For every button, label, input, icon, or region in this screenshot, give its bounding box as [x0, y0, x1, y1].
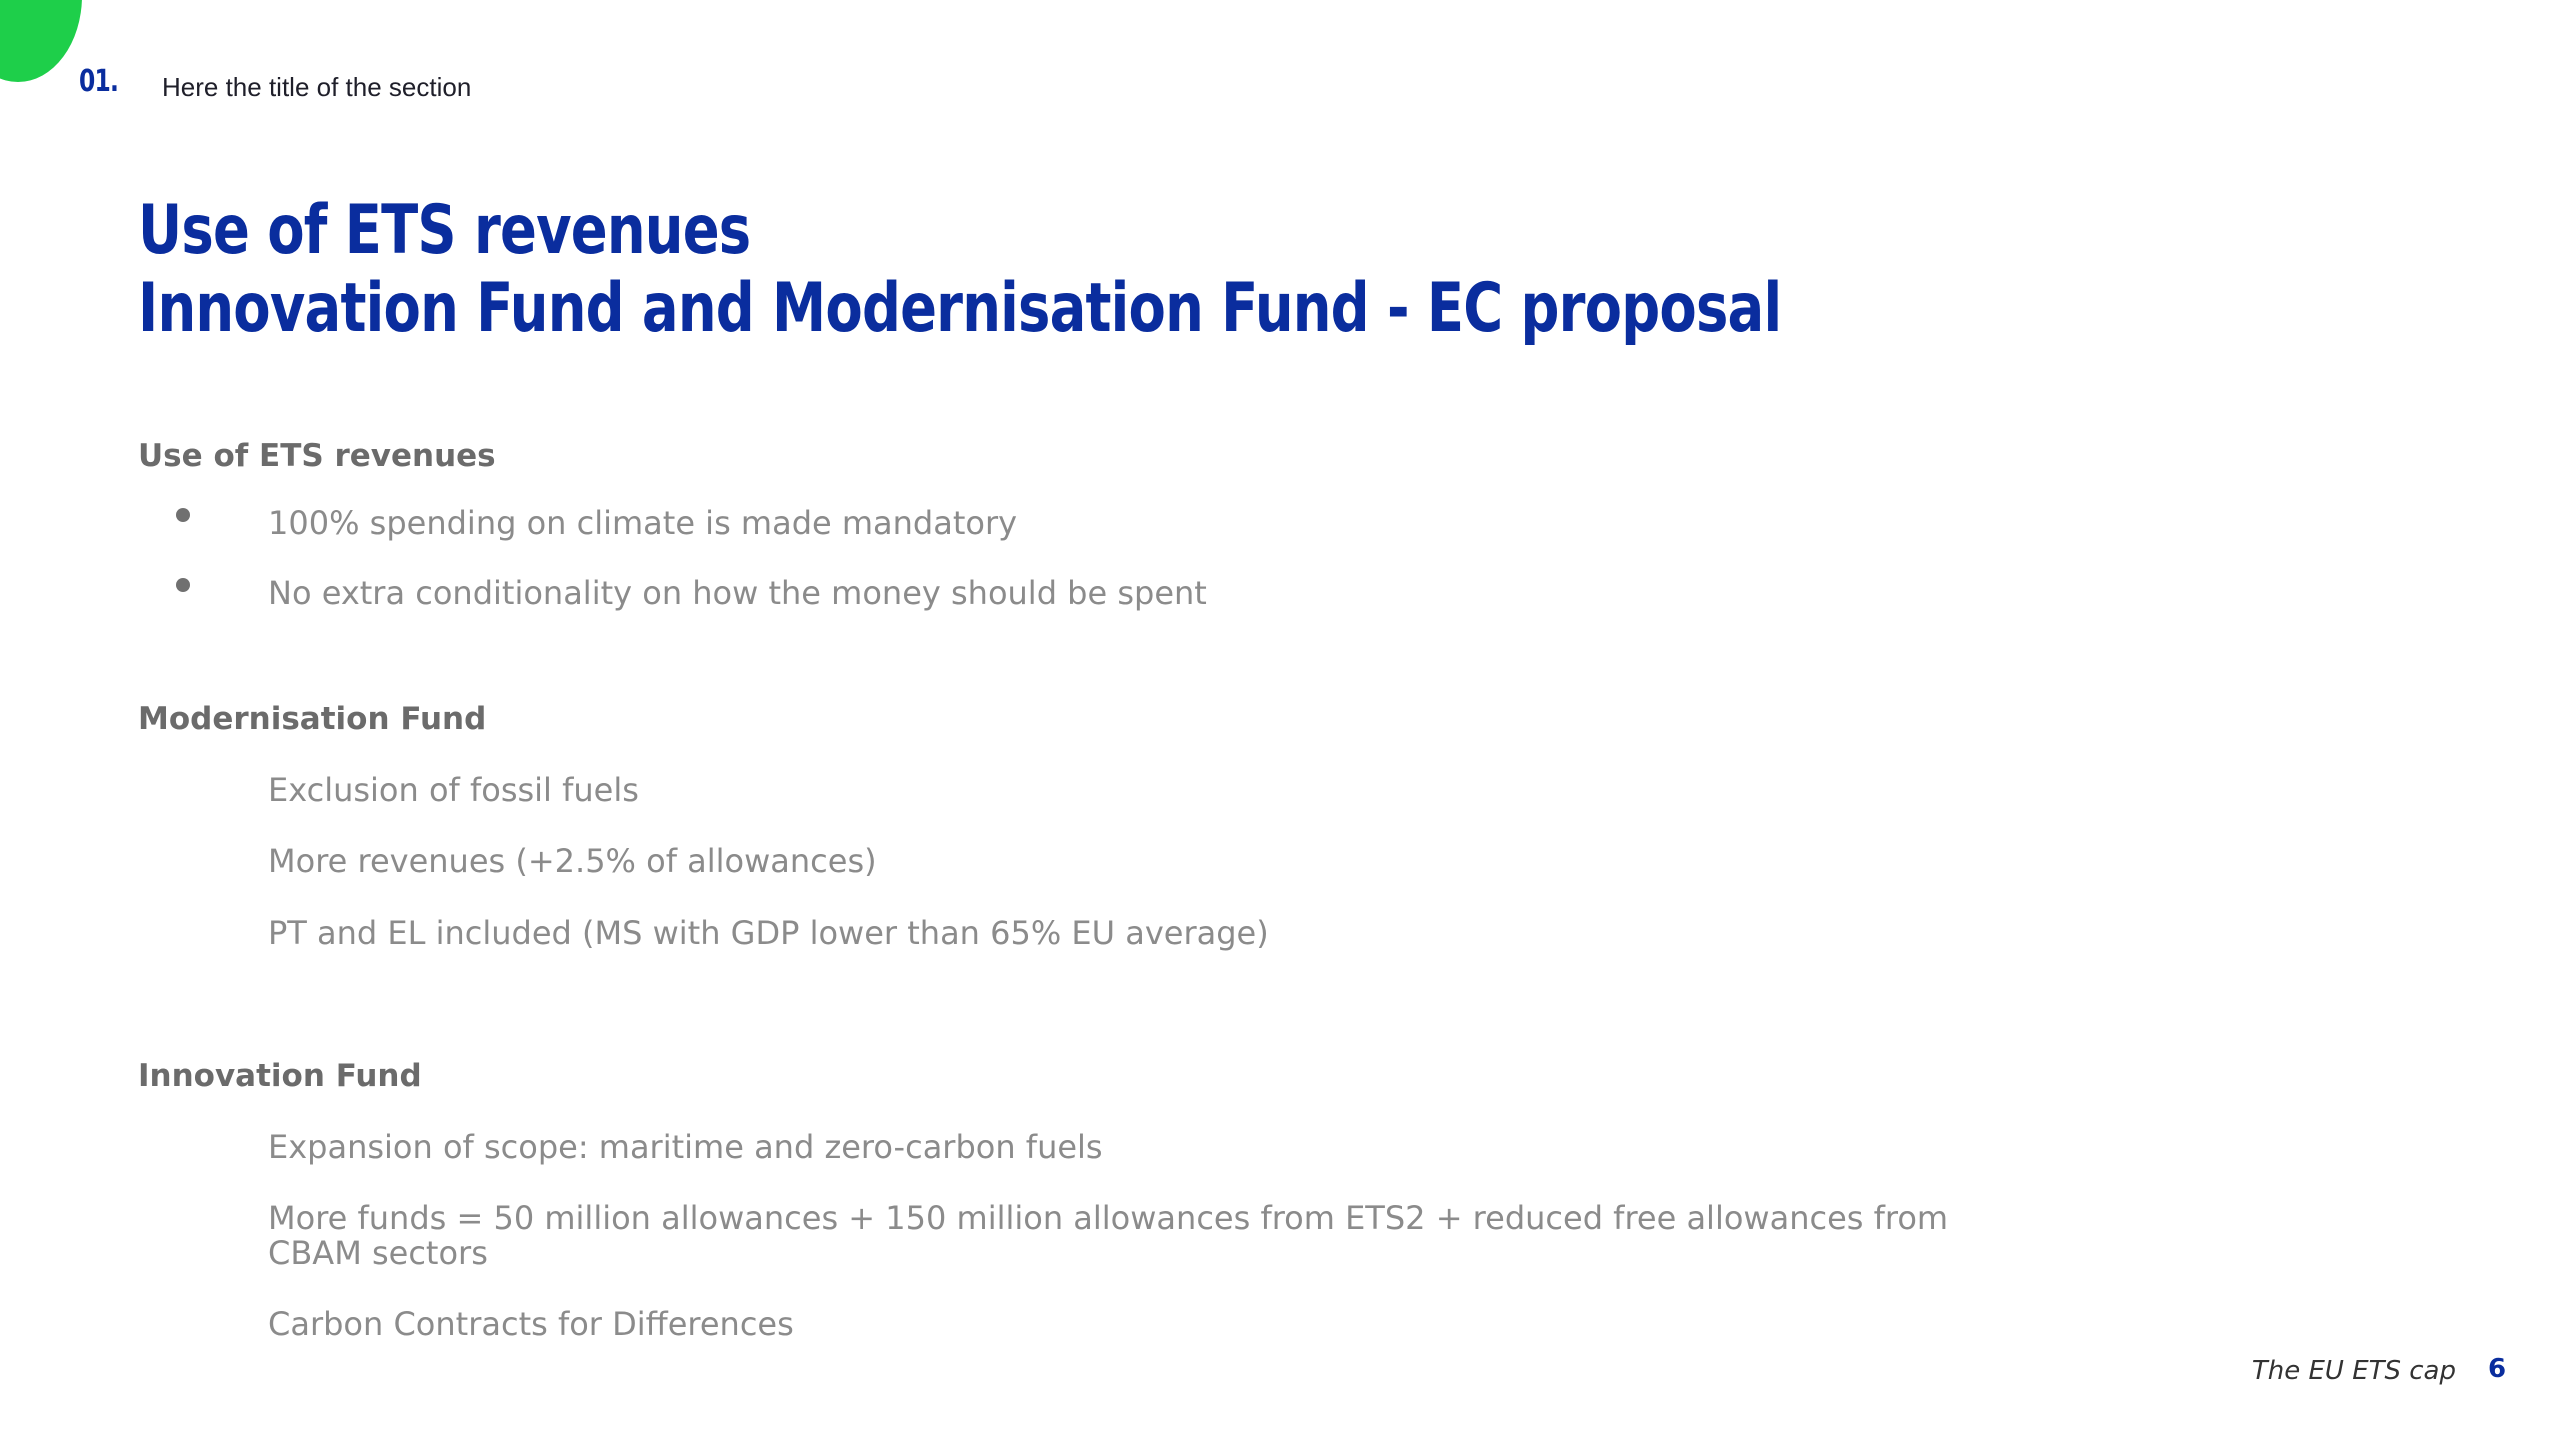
bullet-dot — [176, 578, 190, 592]
list-item: Expansion of scope: maritime and zero-carbon fuels — [268, 1128, 1103, 1166]
corner-decoration — [0, 0, 82, 82]
slide-title-line-2: Innovation Fund and Modernisation Fund - EC proposal — [138, 269, 1782, 348]
slide-title — [138, 192, 1781, 348]
bullet-dot — [176, 508, 190, 522]
section-title: Here the title of the section — [162, 72, 472, 102]
heading-innovation-fund: Innovation Fund — [138, 1058, 422, 1094]
list-item: No extra conditionality on how the money should be spent — [268, 574, 1207, 612]
list-item: PT and EL included (MS with GDP lower than 65% EU average) — [268, 914, 1269, 952]
slide-title-line-1: Use of ETS revenues — [138, 191, 751, 270]
page-number: 6 — [2488, 1354, 2507, 1384]
heading-modernisation-fund: Modernisation Fund — [138, 701, 487, 737]
heading-use-of-ets-revenues: Use of ETS revenues — [138, 438, 496, 474]
list-item: More revenues (+2.5% of allowances) — [268, 842, 877, 880]
list-item: 100% spending on climate is made mandatory — [268, 504, 1018, 542]
section-number: 01. — [79, 64, 119, 99]
list-item: Carbon Contracts for Differences — [268, 1305, 794, 1343]
footer-text: The EU ETS cap — [2251, 1356, 2456, 1386]
list-item: Exclusion of fossil fuels — [268, 771, 639, 809]
list-item: More funds = 50 million allowances + 150 million allowances from ETS2 + reduced free allowances from — [268, 1199, 1949, 1237]
list-item-continuation: CBAM sectors — [268, 1234, 488, 1272]
